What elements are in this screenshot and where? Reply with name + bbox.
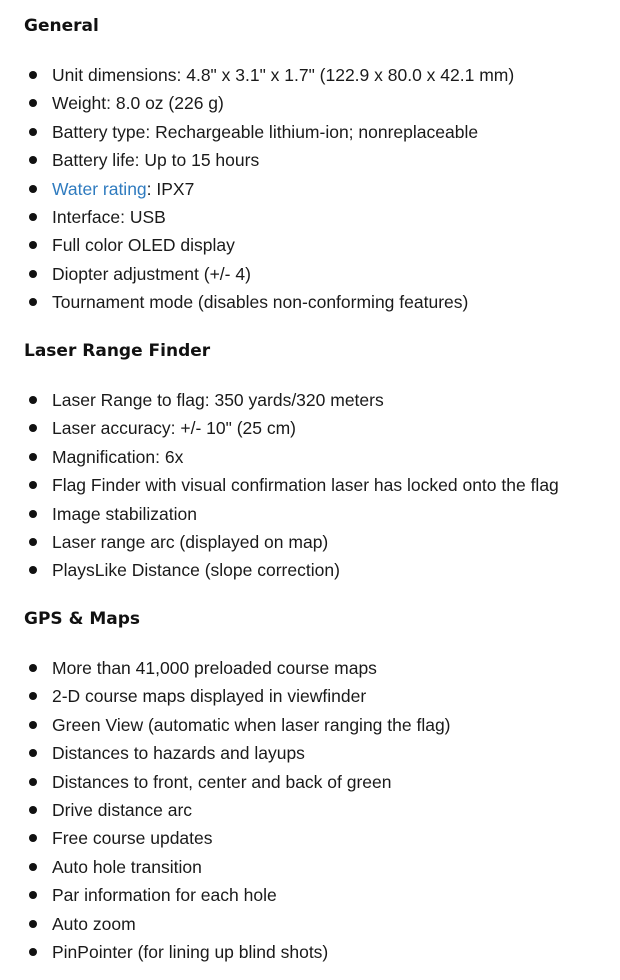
spec-text: PinPointer (for lining up blind shots): [52, 942, 329, 963]
bullet-icon: [29, 538, 37, 546]
spec-text: Auto zoom: [52, 913, 136, 934]
spec-text: Image stabilization: [52, 503, 197, 524]
bullet-icon: [29, 778, 37, 786]
bullet-icon: [29, 920, 37, 928]
spec-text: Battery type: Rechargeable lithium-ion; nonreplaceable: [52, 121, 479, 142]
spec-list-item: [24, 203, 514, 231]
bullet-icon: [29, 721, 37, 729]
bullet-icon: [29, 128, 37, 136]
bullet-icon: [29, 834, 37, 842]
bullet-icon: [29, 156, 37, 164]
spec-list-item: [24, 910, 451, 938]
spec-list-item: [24, 881, 451, 909]
bullet-icon: [29, 241, 37, 249]
bullet-icon: [29, 71, 37, 79]
bullet-icon: [29, 863, 37, 871]
spec-text: Magnification: 6x: [52, 446, 184, 467]
spec-list-item: [24, 853, 451, 881]
bullet-icon: [29, 424, 37, 432]
spec-list-item: [24, 768, 451, 796]
spec-list-item: [24, 739, 451, 767]
bullet-icon: [29, 692, 37, 700]
bullet-icon: [29, 99, 37, 107]
spec-text: 2-D course maps displayed in viewfinder: [52, 686, 367, 707]
bullet-icon: [29, 270, 37, 278]
spec-text: PlaysLike Distance (slope correction): [52, 560, 340, 581]
spec-list-item: [24, 146, 514, 174]
spec-text: Drive distance arc: [52, 800, 193, 821]
bullet-icon: [29, 510, 37, 518]
spec-text: Green View (automatic when laser ranging the flag): [52, 714, 451, 735]
spec-list-item: [24, 471, 559, 499]
spec-list-item: [24, 288, 514, 316]
spec-text: Distances to front, center and back of green: [52, 771, 392, 792]
bullet-icon: [29, 213, 37, 221]
spec-text: More than 41,000 preloaded course maps: [52, 658, 377, 678]
spec-list-laser-range-finder: [24, 386, 559, 585]
bullet-icon: [29, 481, 37, 489]
spec-text: Diopter adjustment (+/- 4): [52, 263, 251, 284]
spec-text: Laser range arc (displayed on map): [52, 532, 329, 553]
spec-list-item: [24, 118, 514, 146]
spec-list-item: [24, 260, 514, 288]
spec-text: Laser accuracy: +/- 10" (25 cm): [52, 418, 297, 439]
spec-text: Weight: 8.0 oz (226 g): [52, 93, 224, 114]
spec-list-item: [24, 231, 514, 259]
spec-link[interactable]: Water rating: [52, 178, 147, 199]
section-title-gps-maps: GPS & Maps: [24, 609, 140, 629]
bullet-icon: [29, 185, 37, 193]
spec-list-item: [24, 682, 451, 710]
spec-list-general: [24, 61, 514, 317]
spec-text: Par information for each hole: [52, 885, 277, 906]
spec-list-item: [24, 938, 451, 966]
spec-list-item: [24, 61, 514, 89]
spec-list-gps-maps: [24, 654, 451, 966]
spec-list-item: [24, 89, 514, 117]
spec-text: Auto hole transition: [52, 856, 202, 877]
spec-text: Laser Range to flag: 350 yards/320 meters: [52, 390, 384, 410]
bullet-icon: [29, 749, 37, 757]
spec-list-item: [24, 414, 559, 442]
spec-text: Unit dimensions: 4.8" x 3.1" x 1.7" (122.9 x 80.0 x 42.1 mm): [52, 65, 515, 85]
spec-list-item: [24, 528, 559, 556]
spec-text: Full color OLED display: [52, 235, 235, 256]
spec-list-item: [24, 824, 451, 852]
section-title-general: General: [24, 16, 99, 36]
bullet-icon: [29, 298, 37, 306]
spec-text: Flag Finder with visual confirmation laser has locked onto the flag: [52, 475, 559, 496]
spec-text: : IPX7: [146, 178, 195, 199]
bullet-icon: [29, 891, 37, 899]
spec-list-item: [24, 386, 559, 414]
spec-list-item: [24, 175, 514, 203]
section-title-laser-range-finder: Laser Range Finder: [24, 341, 211, 361]
bullet-icon: [29, 396, 37, 404]
spec-list-item: [24, 796, 451, 824]
bullet-icon: [29, 806, 37, 814]
bullet-icon: [29, 664, 37, 672]
bullet-icon: [29, 948, 37, 956]
spec-text: Tournament mode (disables non-conforming features): [52, 292, 469, 313]
spec-list-item: [24, 556, 559, 584]
spec-list-item: [24, 654, 451, 682]
spec-text: Interface: USB: [52, 207, 166, 228]
spec-text: Distances to hazards and layups: [52, 743, 305, 764]
bullet-icon: [29, 566, 37, 574]
spec-text: Battery life: Up to 15 hours: [52, 150, 260, 171]
spec-list-item: [24, 711, 451, 739]
spec-list-item: [24, 500, 559, 528]
spec-list-item: [24, 443, 559, 471]
bullet-icon: [29, 453, 37, 461]
spec-text: Free course updates: [52, 828, 213, 849]
